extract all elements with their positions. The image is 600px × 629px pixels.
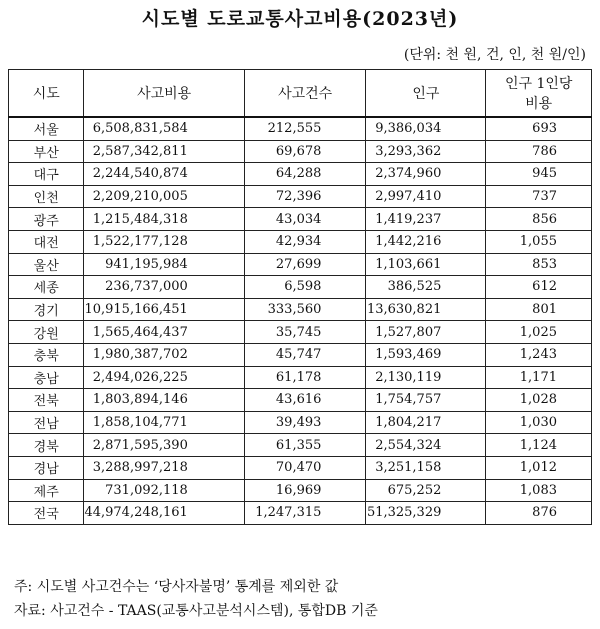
population-cell: 3,251,158 xyxy=(366,456,486,479)
table-row xyxy=(9,411,592,434)
cost-cell: 2,209,210,005 xyxy=(84,185,244,208)
population-cell: 1,442,216 xyxy=(366,230,486,253)
cost-cell: 2,494,026,225 xyxy=(84,366,244,389)
per-capita-cell: 1,025 xyxy=(486,321,592,344)
population-cell: 2,130,119 xyxy=(366,366,486,389)
population-cell: 386,525 xyxy=(366,276,486,299)
per-capita-cell: 1,083 xyxy=(486,479,592,502)
region-cell: 세종 xyxy=(9,276,84,299)
table-row xyxy=(9,253,592,276)
footnotes xyxy=(14,575,378,623)
cost-cell: 1,565,464,437 xyxy=(84,321,244,344)
population-cell: 2,374,960 xyxy=(366,163,486,186)
table-row xyxy=(9,343,592,366)
population-cell: 1,593,469 xyxy=(366,343,486,366)
count-cell: 64,288 xyxy=(244,163,366,186)
cost-cell: 3,288,997,218 xyxy=(84,456,244,479)
population-cell: 1,103,661 xyxy=(366,253,486,276)
count-cell: 45,747 xyxy=(244,343,366,366)
per-capita-cell: 693 xyxy=(486,117,592,140)
table-row xyxy=(9,456,592,479)
header-count: 사고건수 xyxy=(244,70,366,118)
region-cell: 서울 xyxy=(9,117,84,140)
cost-cell: 941,195,984 xyxy=(84,253,244,276)
cost-cell: 2,587,342,811 xyxy=(84,140,244,163)
count-cell: 35,745 xyxy=(244,321,366,344)
table-row xyxy=(9,140,592,163)
cost-cell: 1,215,484,318 xyxy=(84,208,244,231)
population-cell: 2,997,410 xyxy=(366,185,486,208)
region-cell: 전남 xyxy=(9,411,84,434)
table-row xyxy=(9,185,592,208)
cost-cell: 6,508,831,584 xyxy=(84,117,244,140)
population-cell: 3,293,362 xyxy=(366,140,486,163)
table-row xyxy=(9,366,592,389)
per-capita-cell: 1,055 xyxy=(486,230,592,253)
document-title: 시도별 도로교통사고비용(2023년) xyxy=(141,8,459,30)
per-capita-cell: 876 xyxy=(486,502,592,525)
footnote-source: 자료: 사고건수 - TAAS(교통사고분석시스템), 통합DB 기준 xyxy=(14,603,378,619)
header-region: 시도 xyxy=(9,70,84,118)
cost-cell: 731,092,118 xyxy=(84,479,244,502)
count-cell: 43,616 xyxy=(244,389,366,412)
per-capita-cell: 786 xyxy=(486,140,592,163)
population-cell: 9,386,034 xyxy=(366,117,486,140)
region-cell: 제주 xyxy=(9,479,84,502)
cost-cell: 1,980,387,702 xyxy=(84,343,244,366)
per-capita-cell: 737 xyxy=(486,185,592,208)
table-row xyxy=(9,230,592,253)
per-capita-cell: 1,124 xyxy=(486,434,592,457)
table-row xyxy=(9,208,592,231)
per-capita-cell: 801 xyxy=(486,298,592,321)
per-capita-cell: 1,028 xyxy=(486,389,592,412)
count-cell: 72,396 xyxy=(244,185,366,208)
table-row xyxy=(9,479,592,502)
per-capita-cell: 1,171 xyxy=(486,366,592,389)
table-row xyxy=(9,117,592,140)
header-population: 인구 xyxy=(366,70,486,118)
count-cell: 43,034 xyxy=(244,208,366,231)
per-capita-cell: 856 xyxy=(486,208,592,231)
count-cell: 27,699 xyxy=(244,253,366,276)
header-cost: 사고비용 xyxy=(84,70,244,118)
table-header xyxy=(9,70,592,118)
population-cell: 2,554,324 xyxy=(366,434,486,457)
population-cell: 1,527,807 xyxy=(366,321,486,344)
count-cell: 69,678 xyxy=(244,140,366,163)
cost-cell: 1,858,104,771 xyxy=(84,411,244,434)
region-cell: 울산 xyxy=(9,253,84,276)
region-cell: 강원 xyxy=(9,321,84,344)
cost-cell: 10,915,166,451 xyxy=(84,298,244,321)
header-per-capita-line2: 비용 xyxy=(525,96,553,112)
table-body xyxy=(9,117,592,524)
population-cell: 1,754,757 xyxy=(366,389,486,412)
region-cell: 경남 xyxy=(9,456,84,479)
count-cell: 333,560 xyxy=(244,298,366,321)
count-cell: 61,355 xyxy=(244,434,366,457)
region-cell: 경북 xyxy=(9,434,84,457)
table-row xyxy=(9,389,592,412)
count-cell: 212,555 xyxy=(244,117,366,140)
region-cell: 대전 xyxy=(9,230,84,253)
region-cell: 충북 xyxy=(9,343,84,366)
footnote-exclusion: 주: 시도별 사고건수는 ‘당사자불명’ 통계를 제외한 값 xyxy=(14,579,339,595)
table-row xyxy=(9,276,592,299)
table-row xyxy=(9,163,592,186)
region-cell: 전국 xyxy=(9,502,84,525)
region-cell: 전북 xyxy=(9,389,84,412)
cost-cell: 1,522,177,128 xyxy=(84,230,244,253)
population-cell: 1,804,217 xyxy=(366,411,486,434)
count-cell: 39,493 xyxy=(244,411,366,434)
per-capita-cell: 853 xyxy=(486,253,592,276)
header-per-capita xyxy=(486,70,592,118)
count-cell: 16,969 xyxy=(244,479,366,502)
count-cell: 70,470 xyxy=(244,456,366,479)
region-cell: 광주 xyxy=(9,208,84,231)
population-cell: 1,419,237 xyxy=(366,208,486,231)
cost-cell: 44,974,248,161 xyxy=(84,502,244,525)
population-cell: 13,630,821 xyxy=(366,298,486,321)
per-capita-cell: 945 xyxy=(486,163,592,186)
table-row xyxy=(9,502,592,525)
cost-cell: 236,737,000 xyxy=(84,276,244,299)
population-cell: 675,252 xyxy=(366,479,486,502)
per-capita-cell: 1,012 xyxy=(486,456,592,479)
region-cell: 부산 xyxy=(9,140,84,163)
population-cell: 51,325,329 xyxy=(366,502,486,525)
count-cell: 6,598 xyxy=(244,276,366,299)
per-capita-cell: 1,030 xyxy=(486,411,592,434)
region-cell: 인천 xyxy=(9,185,84,208)
table-row xyxy=(9,298,592,321)
per-capita-cell: 612 xyxy=(486,276,592,299)
table-row xyxy=(9,434,592,457)
region-cell: 대구 xyxy=(9,163,84,186)
region-cell: 충남 xyxy=(9,366,84,389)
unit-note: (단위: 천 원, 건, 인, 천 원/인) xyxy=(403,47,586,63)
region-cell: 경기 xyxy=(9,298,84,321)
cost-cell: 1,803,894,146 xyxy=(84,389,244,412)
per-capita-cell: 1,243 xyxy=(486,343,592,366)
count-cell: 61,178 xyxy=(244,366,366,389)
accident-cost-table xyxy=(8,69,592,525)
cost-cell: 2,871,595,390 xyxy=(84,434,244,457)
count-cell: 1,247,315 xyxy=(244,502,366,525)
table-row xyxy=(9,321,592,344)
count-cell: 42,934 xyxy=(244,230,366,253)
header-per-capita-line1: 인구 1인당 xyxy=(504,76,573,92)
cost-cell: 2,244,540,874 xyxy=(84,163,244,186)
